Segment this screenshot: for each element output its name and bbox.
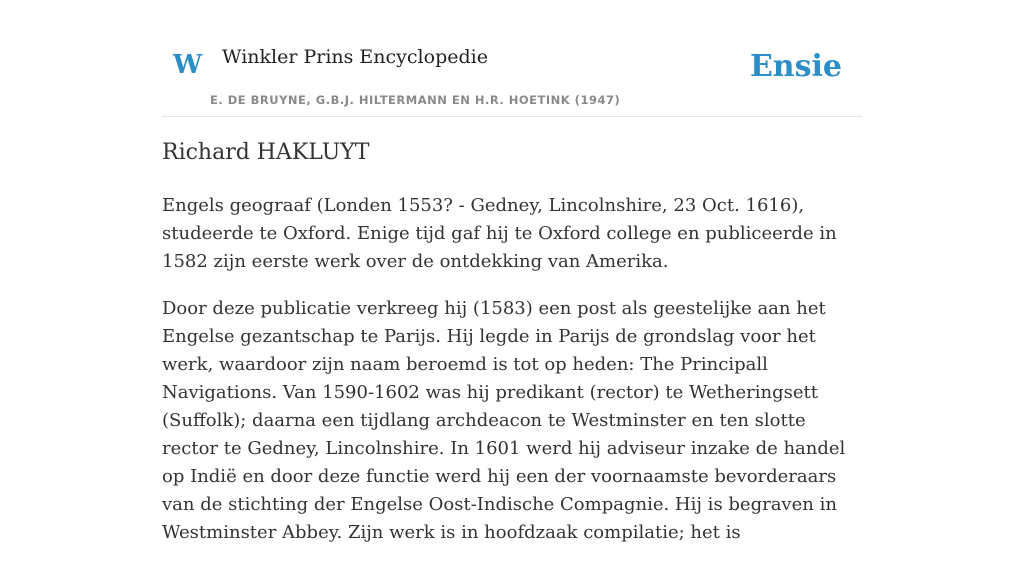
- site-title[interactable]: Winkler Prins Encyclopedie: [222, 46, 488, 68]
- site-authors: E. DE BRUYNE, G.B.J. HILTERMANN EN H.R. HOETINK (1947): [210, 93, 621, 107]
- logo-w-icon[interactable]: W: [173, 50, 203, 80]
- article-title: Richard HAKLUYT: [162, 140, 370, 165]
- article-paragraph: Engels geograaf (Londen 1553? - Gedney, Lincolnshire, 23 Oct. 1616), studeerde te Oxford. Enige tijd gaf hij te Oxford college en publiceerde in 1582 zijn eerste werk over de ontdekking van Amerika.: [162, 195, 837, 272]
- article-body: [162, 192, 862, 566]
- ensie-logo[interactable]: Ensie: [749, 49, 842, 84]
- article-paragraph: Door deze publicatie verkreeg hij (1583) een post als geestelijke aan het Engelse gezantschap te Parijs. Hij legde in Parijs de grondslag voor het werk, waardoor zijn naam beroemd is tot op heden: The Principall Navigations. Van 1590-1602 was hij predikant (rector) te Wetheringsett (Suffolk); daarna een tijdlang archdeacon te Westminster en ten slotte rector te Gedney, Lincolnshire. In 1601 werd hij adviseur inzake de handel op Indië en door deze functie werd hij een der voornaamste bevorderaars van de stichting der Engelse Oost-Indische Compagnie. Hij is begraven in Westminster Abbey. Zijn werk is in hoofdzaak compilatie; het is: [162, 298, 846, 543]
- site-header: [162, 0, 862, 117]
